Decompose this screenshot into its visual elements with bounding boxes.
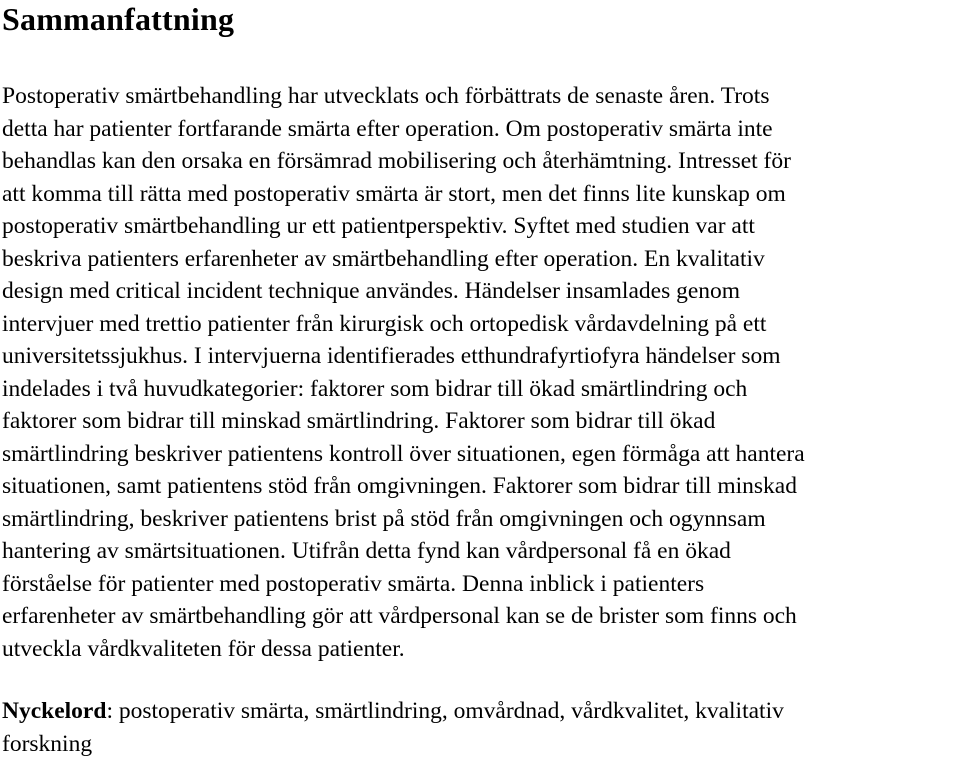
abstract-line: situationen, samt patientens stöd från omgivningen. Faktorer som bidrar till minskad	[2, 470, 957, 503]
abstract-line: smärtlindring, beskriver patientens brist på stöd från omgivningen och ogynnsam	[2, 503, 957, 536]
abstract-line: postoperativ smärtbehandling ur ett patientperspektiv. Syftet med studien var att	[2, 210, 957, 243]
abstract-line: design med critical incident technique användes. Händelser insamlades genom	[2, 275, 957, 308]
keywords-list: postoperativ smärta, smärtlindring, omvårdnad, vårdkvalitet, kvalitativ	[113, 698, 784, 724]
abstract-line: utveckla vårdkvaliteten för dessa patienter.	[2, 633, 957, 666]
abstract-line: faktorer som bidrar till minskad smärtlindring. Faktorer som bidrar till ökad	[2, 405, 957, 438]
document-page	[2, 0, 957, 38]
abstract-line: Postoperativ smärtbehandling har utvecklats och förbättrats de senaste åren. Trots	[2, 80, 957, 113]
page-title: Sammanfattning	[2, 0, 957, 38]
keywords-separator: :	[106, 698, 113, 724]
abstract-line: indelades i två huvudkategorier: faktorer som bidrar till ökad smärtlindring och	[2, 373, 957, 406]
abstract-line: erfarenheter av smärtbehandling gör att vårdpersonal kan se de brister som finns och	[2, 600, 957, 633]
keywords-line	[2, 695, 957, 728]
abstract-line: universitetssjukhus. I intervjuerna identifierades etthundrafyrtiofyra händelser som	[2, 340, 957, 373]
abstract-line: intervjuer med trettio patienter från kirurgisk och ortopedisk vårdavdelning på ett	[2, 308, 957, 341]
keywords-label: Nyckelord	[2, 698, 106, 724]
keywords-paragraph	[2, 695, 957, 760]
abstract-line: behandlas kan den orsaka en försämrad mobilisering och återhämtning. Intresset för	[2, 145, 957, 178]
abstract-line: smärtlindring beskriver patientens kontroll över situationen, egen förmåga att hantera	[2, 438, 957, 471]
abstract-line: förståelse för patienter med postoperativ smärta. Denna inblick i patienters	[2, 568, 957, 601]
abstract-line: hantering av smärtsituationen. Utifrån detta fynd kan vårdpersonal få en ökad	[2, 535, 957, 568]
abstract-line: beskriva patienters erfarenheter av smärtbehandling efter operation. En kvalitativ	[2, 243, 957, 276]
abstract-line: att komma till rätta med postoperativ smärta är stort, men det finns lite kunskap om	[2, 178, 957, 211]
keywords-line-continued: forskning	[2, 728, 957, 760]
abstract-paragraph	[2, 80, 957, 665]
abstract-line: detta har patienter fortfarande smärta efter operation. Om postoperativ smärta inte	[2, 113, 957, 146]
